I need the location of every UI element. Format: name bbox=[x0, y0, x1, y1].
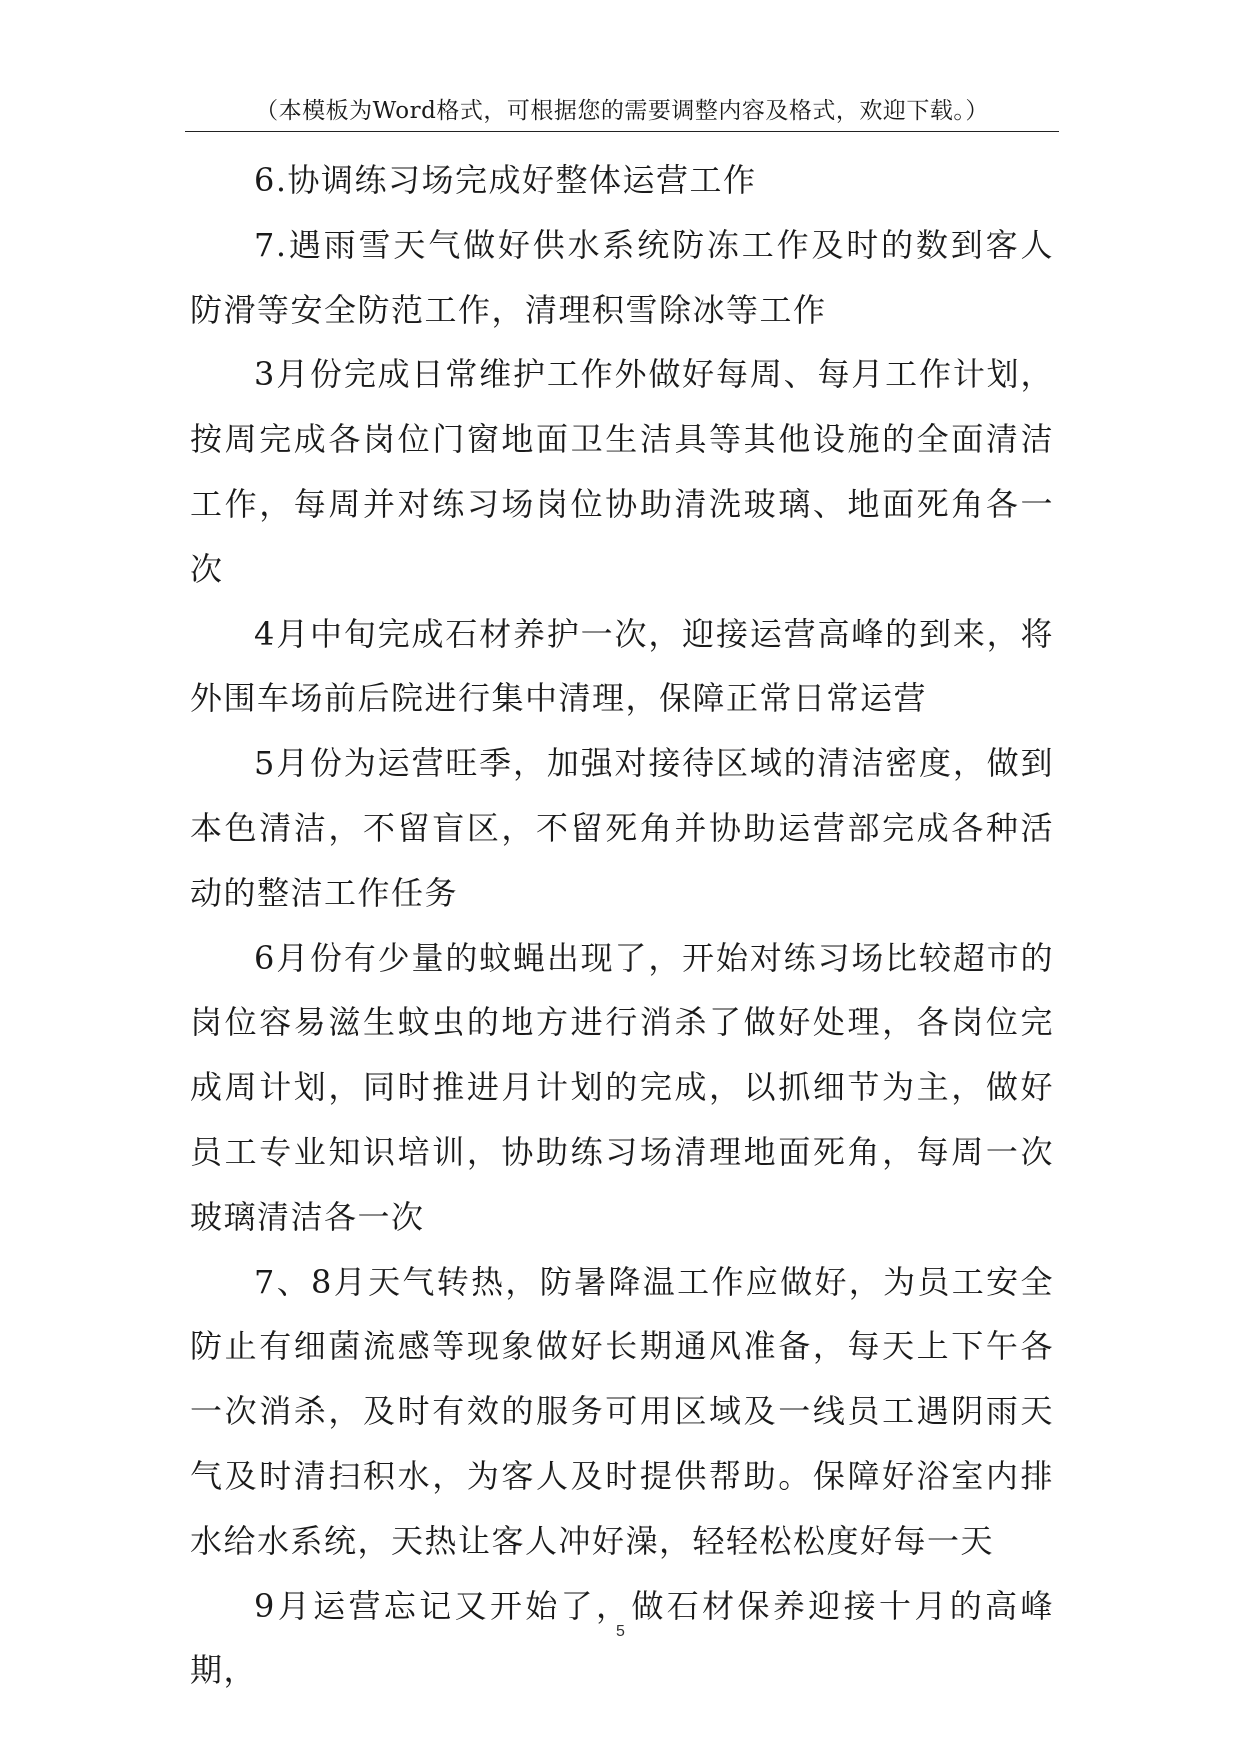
paragraph: 5月份为运营旺季，加强对接待区域的清洁密度，做到本色清洁，不留盲区，不留死角并协助运营部完成各种活动的整洁工作任务 bbox=[190, 744, 1054, 912]
paragraph: 4月中旬完成石材养护一次，迎接运营高峰的到来，将外围车场前后院进行集中清理，保障正常日常运营 bbox=[190, 614, 1054, 718]
paragraph: 6月份有少量的蚊蝇出现了，开始对练习场比较超市的岗位容易滋生蚊虫的地方进行消杀了做好处理，各岗位完成周计划，同时推进月计划的完成，以抓细节为主，做好员工专业知识培训，协助练习场清理地面死角，每周一次玻璃清洁各一次 bbox=[190, 938, 1054, 1236]
page-number: 5 bbox=[616, 1623, 625, 1640]
document-body bbox=[190, 148, 1054, 1703]
paragraph: 9月运营忘记又开始了，做石材保养迎接十月的高峰期， bbox=[190, 1586, 1054, 1690]
paragraph: 7.遇雨雪天气做好供水系统防冻工作及时的数到客人防滑等安全防范工作，清理积雪除冰等工作 bbox=[190, 225, 1054, 329]
paragraph: 6.协调练习场完成好整体运营工作 bbox=[254, 161, 757, 199]
paragraph: 7、8月天气转热，防暑降温工作应做好，为员工安全防止有细菌流感等现象做好长期通风准备，每天上下午各一次消杀，及时有效的服务可用区域及一线员工遇阴雨天气及时清扫积水，为客人及时提供帮助。保障好浴室内排水给水系统，天热让客人冲好澡，轻轻松松度好每一天 bbox=[190, 1262, 1054, 1560]
header-note: （本模板为Word格式，可根据您的需要调整内容及格式，欢迎下载。） bbox=[255, 98, 989, 124]
header-divider bbox=[185, 131, 1059, 132]
paragraph: 3月份完成日常维护工作外做好每周、每月工作计划，按周完成各岗位门窗地面卫生洁具等其他设施的全面清洁工作，每周并对练习场岗位协助清洗玻璃、地面死角各一次 bbox=[190, 355, 1054, 588]
